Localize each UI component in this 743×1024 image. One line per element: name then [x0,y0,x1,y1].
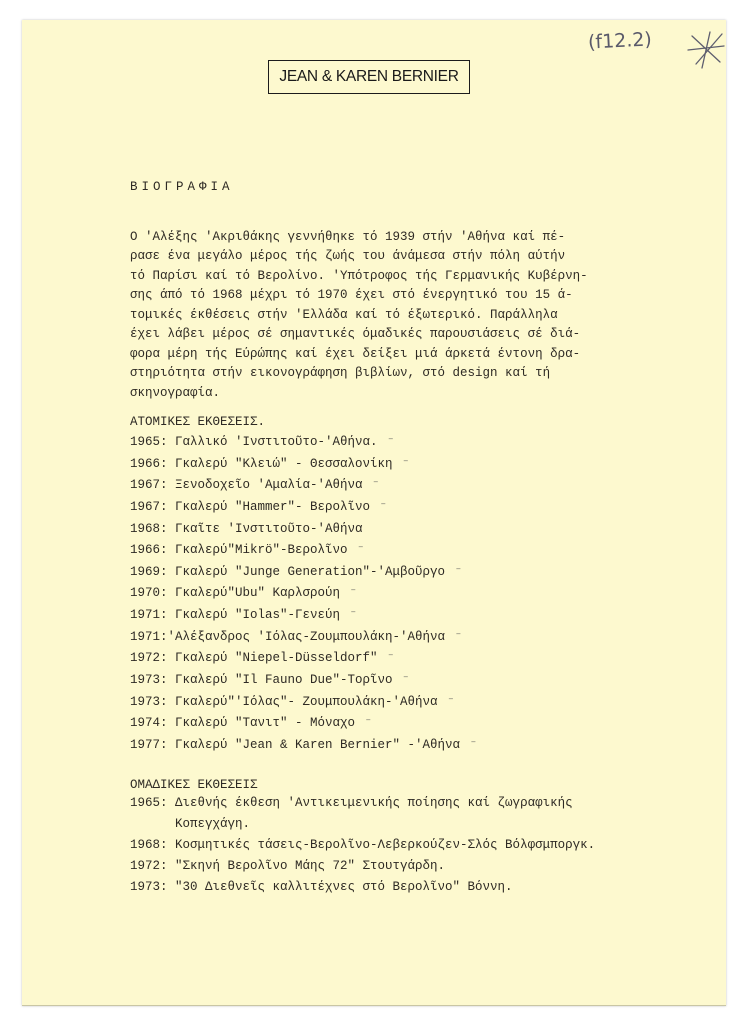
group-exhibitions-title: ΟΜΑΔΙΚΕΣ ΕΚΘΕΣΕΙΣ [130,778,258,792]
bio-line: Ο 'Αλέξης 'Ακριθάκης γεννήθηκε τό 1939 στήν 'Αθήνα καί πέ- [130,229,566,244]
list-item: 1974: Γκαλερύ "Τανιτ" - Μόναχο ⁻ [130,716,373,731]
list-item: 1968: Γκαῖτε 'Ινστιτοῦτο-'Αθήνα [130,521,363,536]
list-item: 1971: Γκαλερύ "Iolas"-Γενεύη ⁻ [130,608,358,623]
list-item: 1966: Γκαλερύ "Κλειώ" - Θεσσαλονίκη ⁻ [130,456,410,471]
group-exhibitions-list [130,793,595,898]
bio-line: σκηνογραφία. [130,385,221,400]
list-item: 1970: Γκαλερύ"Ubu" Καρλσρούη ⁻ [130,586,358,601]
biography-heading: ΒΙΟΓΡΑΦΙΑ [130,180,234,194]
list-item: 1965: Γαλλικό 'Ινστιτοῦτο-'Αθήνα. ⁻ [130,435,395,449]
biography-text [130,208,670,442]
list-item: 1967: Ξενοδοχεῖο 'Αμαλία-'Αθήνα ⁻ [130,478,380,493]
list-item: Κοπεγχάγη. [130,817,251,831]
handwritten-star-mark [680,24,730,74]
solo-exhibitions-title: ΑΤΟΜΙΚΕΣ ΕΚΘΕΣΕΙΣ. [130,415,266,429]
bio-line: ρασε ένα μεγάλο μέρος τής ζωής του άνάμεσα στήν πόλη αύτήν [130,249,566,263]
list-item: 1972: Γκαλερύ "Niepel-Düsseldorf" ⁻ [130,651,395,666]
bio-line: σης άπό τό 1968 μέχρι τό 1970 έχει στό ένεργητικό του 15 ά- [130,288,573,302]
list-item: 1966: Γκαλερύ"Mikrö"-Βερολῖνο ⁻ [130,543,365,558]
list-item: 1972: "Σκηνή Βερολῖνο Μάης 72" Στουτγάρδη. [130,859,446,873]
list-item: 1973: Γκαλερύ"'Ιόλας"- Ζουμπουλάκη-'Αθήνα ⁻ [130,694,455,709]
list-item: 1973: Γκαλερύ "Il Fauno Due"-Τορῖνο ⁻ [130,673,410,688]
list-item: 1977: Γκαλερύ "Jean & Karen Bernier" -'Αθήνα ⁻ [130,737,478,752]
list-item: 1965: Διεθνής έκθεση 'Αντικειμενικής ποίησης καί ζωγραφικής [130,796,573,810]
bio-line: τό Παρίσι καί τό Βερολίνο. 'Υπότροφος τής Γερμανικής Κυβέρνη- [130,268,588,283]
list-item: 1969: Γκαλερύ "Junge Generation"-'Αμβοῦργο ⁻ [130,564,463,579]
list-item: 1971:'Αλέξανδρος 'Ιόλας-Ζουμπουλάκη-'Αθήνα ⁻ [130,629,463,644]
document-page [22,20,726,1006]
page-edge [22,1005,726,1006]
list-item: 1967: Γκαλερύ "Hammer"- Βερολῖνο ⁻ [130,499,388,514]
gallery-logo: JEAN & KAREN BERNIER [268,60,470,94]
solo-exhibitions-list [130,432,477,757]
bio-line: φορα μέρη τής Εύρώπης καί έχει δείξει μιά άρκετά έντονη δρα- [130,346,581,361]
list-item: 1973: "30 Διεθνεῖς καλλιτέχνες στό Βερολῖνο" Βόννη. [130,880,513,894]
handwritten-archive-note: (f12.2) [587,28,653,54]
list-item: 1968: Κοσμητικές τάσεις-Βερολῖνο-Λεβερκούζεν-Σλός Βόλφσμποργκ. [130,838,596,852]
bio-line: έχει λάβει μέρος σέ σημαντικές όμαδικές παρουσιάσεις σέ διά- [130,327,581,341]
bio-line: στηριότητα στήν εικονογράφηση βιβλίων, στό design καί τή [130,366,551,380]
bio-line: τομικές έκθέσεις στήν 'Ελλάδα καί τό έξωτερικό. Παράλληλα [130,307,558,322]
